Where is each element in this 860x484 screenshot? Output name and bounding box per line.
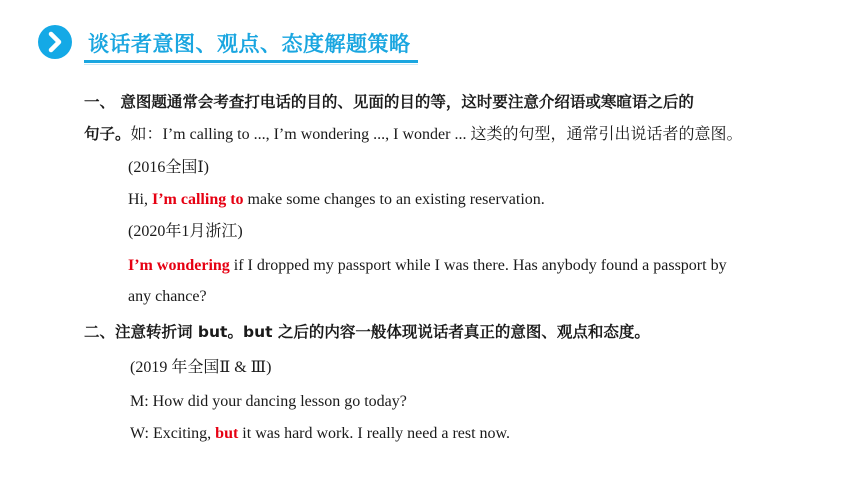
example1-pre: Hi,	[128, 191, 152, 208]
example1-sentence	[128, 190, 545, 210]
section1-heading-line1: 一、 意图题通常会考查打电话的目的、见面的目的等，这时要注意介绍语或寒暄语之后的	[84, 93, 694, 111]
example1-source: (2016全国Ⅰ)	[128, 159, 209, 176]
example1-post: make some changes to an existing reservation.	[243, 191, 545, 208]
page-title: 谈话者意图、观点、态度解题策略	[88, 32, 411, 56]
section1-line2-prefix: 句子。	[84, 125, 131, 143]
dialog-woman-post: it was hard work. I really need a rest now.	[238, 425, 511, 442]
section1-line2	[84, 124, 742, 145]
section2-mid: 。	[227, 323, 243, 341]
section2-word2: but	[242, 323, 273, 341]
example2-highlight: I’m wondering	[128, 257, 230, 274]
example2-post: if I dropped my passport while I was there. Has anybody found a passport by	[229, 257, 727, 274]
section2-word: but	[197, 323, 228, 341]
section2-post: 之后的内容一般体现说话者真正的意图、观点和态度。	[272, 323, 650, 341]
section2-pre: 二、注意转折词	[84, 323, 198, 341]
example3-source: (2019 年全国Ⅱ & Ⅲ)	[130, 359, 272, 376]
example2-source: (2020年1月浙江)	[128, 223, 243, 240]
dialog-woman	[130, 424, 510, 444]
section1-line2-rest: 如：I’m calling to ..., I’m wondering ..., I wonder ... 这类的句型，通常引出说话者的意图。	[130, 126, 743, 143]
dialog-woman-highlight: but	[215, 425, 239, 442]
example1-highlight: I’m calling to	[152, 191, 244, 208]
example2-sentence	[128, 256, 727, 276]
example2-continuation: any chance?	[128, 288, 207, 305]
dialog-man: M: How did your dancing lesson go today?	[130, 393, 407, 410]
section2-heading	[84, 322, 650, 342]
dialog-woman-pre: W: Exciting,	[130, 425, 216, 442]
